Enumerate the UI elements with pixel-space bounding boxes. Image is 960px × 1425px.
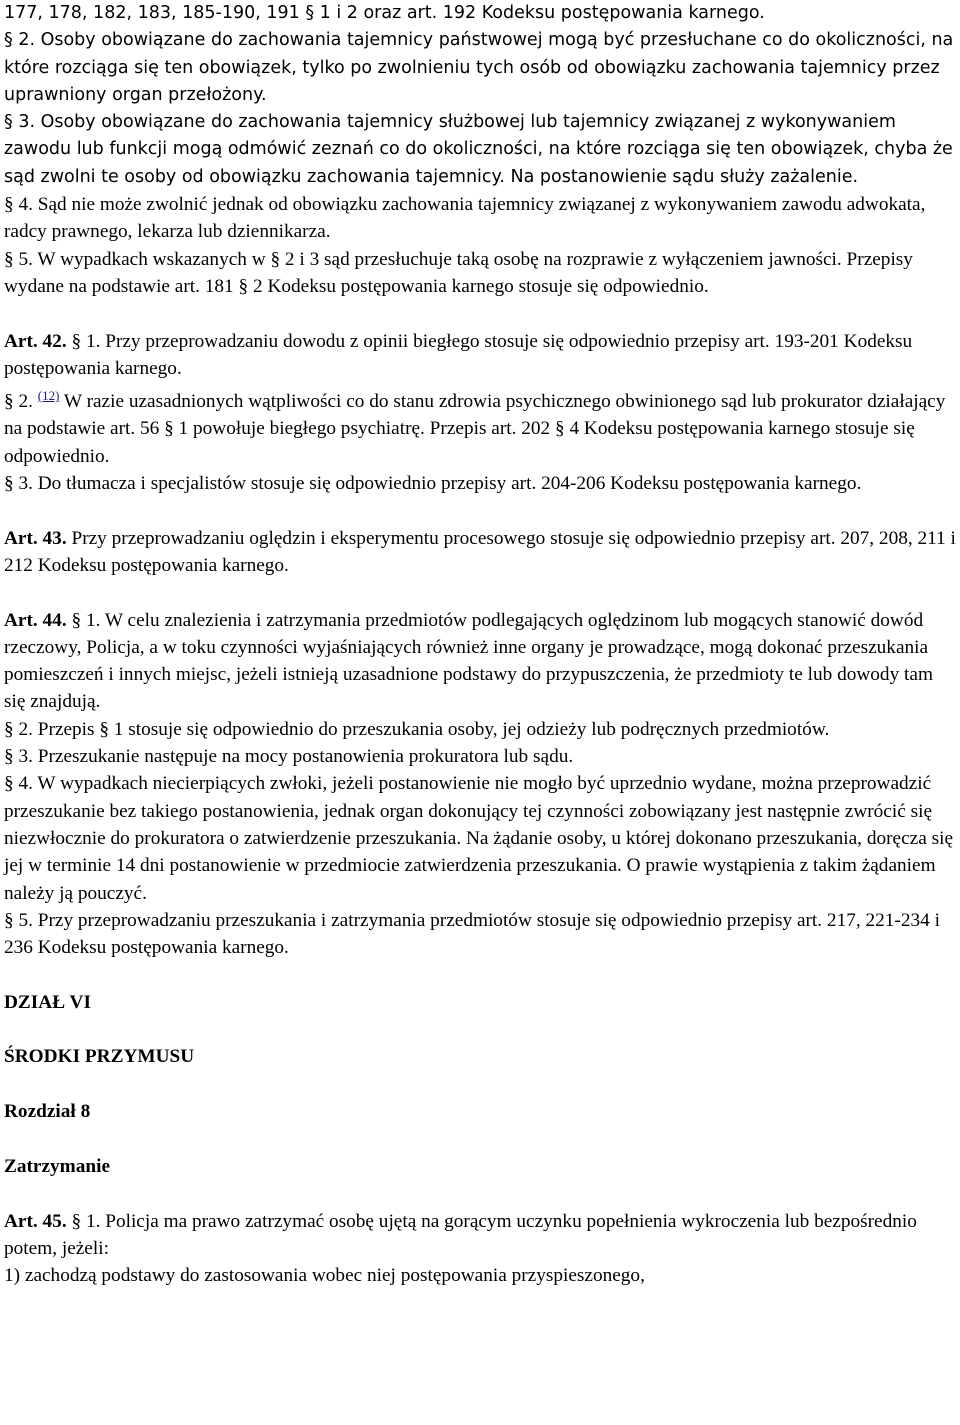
spacer [4,961,956,988]
spacer [4,300,956,327]
section-number: § 4. [4,773,33,795]
paragraph-art44-par2 [4,716,956,743]
paragraph-art45-par1 [4,1208,956,1263]
article-label: Art. 42. [4,330,67,352]
text-run: W celu znalezienia i zatrzymania przedmiotów podlegających oględzinom lub mogących stanowić dowód rzeczowy, Policja, a w toku czynności wyjaśniających również inne organy je prowadzące, mogą dokonać przeszukania pomieszczeń i innych miejsc, jeżeli istnieją uzasadnione podstawy do przypuszczenia, że przedmioty te lub dowody tam się znajdują. [4,609,933,713]
paragraph-art42-par2 [4,382,956,470]
spacer [4,1016,956,1044]
text-run: Przepis § 1 stosuje się odpowiednio do przeszukania osoby, jej odzieży lub podręcznych przedmiotów. [32,718,830,740]
spacer [4,497,956,524]
paragraph-art42-par3 [4,470,956,497]
section-number: § 1. [66,1210,101,1232]
text-run: 177, 178, 182, 183, 185-190, 191 § 1 i 2 oraz art. 192 Kodeksu postępowania karnego. [4,3,765,23]
text-run: Osoby obowiązane do zachowania tajemnicy służbowej lub tajemnicy związanej z wykonywaniem zawodu lub funkcji mogą odmówić zeznań co do okoliczności, na które rozciąga się ten obowiązek, chyba że sąd zwolni te osoby od obowiązku zachowania tajemnicy. Na postanowienie sądu służy zażalenie. [4,112,953,187]
text-run: Przy przeprowadzaniu oględzin i eksperymentu procesowego stosuje się odpowiednio przepisy art. 207, 208, 211 i 212 Kodeksu postępowania karnego. [4,527,956,576]
text-run: Do tłumacza i specjalistów stosuje się odpowiednio przepisy art. 204-206 Kodeksu postępowania karnego. [32,473,862,495]
section-number: § 1. [66,330,101,352]
section-number: § 2. [4,718,33,740]
text-run: Przy przeprowadzaniu dowodu z opinii biegłego stosuje się odpowiednio przepisy art. 193-201 Kodeksu postępowania karnego. [4,330,913,379]
heading-zatrzymanie: Zatrzymanie [4,1156,111,1178]
text-run: W wypadkach wskazanych w § 2 i 3 sąd przesłuchuje taką osobę na rozprawie z wyłączeniem jawności. Przepisy wydane na podstawie art. 181 § 2 Kodeksu postępowania karnego stosuje się odpowiednio. [4,248,913,297]
heading-dzial: DZIAŁ VI [4,991,91,1013]
paragraph-art44-par3 [4,743,956,770]
heading-rozdzial: Rozdział 8 [4,1101,91,1123]
text-run: Policja ma prawo zatrzymać osobę ujętą na gorącym uczynku popełnienia wykroczenia lub bezpośrednio potem, jeżeli: [4,1210,917,1260]
text-run: W wypadkach niecierpiących zwłoki, jeżeli postanowienie nie mogło być uprzednio wydane, można przeprowadzić przeszukanie bez takiego postanowienia, jednak organ dokonujący tej czynności zobowiązany jest następnie zwrócić się niezwłocznie do prokuratora o zatwierdzenie przeszukania. Na żądanie osoby, u której dokonano przeszukania, doręcza się jej w terminie 14 dni postanowienie w przedmiocie zatwierdzenia przeszukania. O prawie wystąpienia z takim żądaniem należy ją pouczyć. [4,773,953,904]
spacer [4,579,956,606]
paragraph-art44-par5 [4,907,956,962]
heading-srodki-przymusu: ŚRODKI PRZYMUSU [4,1046,195,1068]
spacer [4,1126,956,1154]
text-run: Przy przeprowadzaniu przeszukania i zatrzymania przedmiotów stosuje się odpowiednio przepisy art. 217, 221-234 i 236 Kodeksu postępowania karnego. [4,909,940,959]
paragraph-art41-par4 [4,191,956,246]
paragraph-art43 [4,525,956,580]
article-label: Art. 45. [4,1210,67,1232]
article-label: Art. 43. [4,527,67,549]
text-run: Przeszukanie następuje na mocy postanowienia prokuratora lub sądu. [32,746,574,768]
list-item [4,1262,956,1289]
document-page [4,0,956,1290]
text-run: Osoby obowiązane do zachowania tajemnicy państwowej mogą być przesłuchane co do okoliczności, na które rozciąga się ten obowiązek, tylko po zwolnieniu tych osób od obowiązku zachowania tajemnicy przez uprawniony organ przełożony. [4,30,954,105]
text-run: W razie uzasadnionych wątpliwości co do stanu zdrowia psychicznego obwinionego sąd lub prokurator działający na podstawie art. 56 § 1 powołuje biegłego psychiatrę. Przepis art. 202 § 4 Kodeksu postępowania karnego stosuje się odpowiednio. [4,391,946,467]
paragraph-art42-par1 [4,328,956,383]
section-number: § 3. [4,746,33,768]
paragraph-art41-par5 [4,246,956,301]
text-run: 1) zachodzą podstawy do zastosowania wobec niej postępowania przyspieszonego, [4,1265,645,1287]
spacer [4,1180,956,1208]
section-number: § 5. [4,909,33,931]
footnote-link[interactable]: (12) [37,388,60,404]
paragraph-art41-par2 [4,27,956,109]
article-label: Art. 44. [4,609,67,631]
section-number: § 3. [4,112,36,133]
section-number: § 2. [4,30,36,51]
paragraph-art44-par1 [4,607,956,716]
section-number: § 2. [4,391,33,413]
section-number: § 1. [66,609,101,631]
paragraph-art41-cont [4,0,956,27]
paragraph-art44-par4 [4,770,956,906]
section-number: § 4. [4,194,33,216]
section-number: § 3. [4,473,33,495]
spacer [4,1071,956,1099]
section-number: § 5. [4,248,33,270]
text-run: Sąd nie może zwolnić jednak od obowiązku zachowania tajemnicy związanej z wykonywaniem zawodu adwokata, radcy prawnego, lekarza lub dziennikarza. [4,194,926,243]
paragraph-art41-par3 [4,109,956,191]
